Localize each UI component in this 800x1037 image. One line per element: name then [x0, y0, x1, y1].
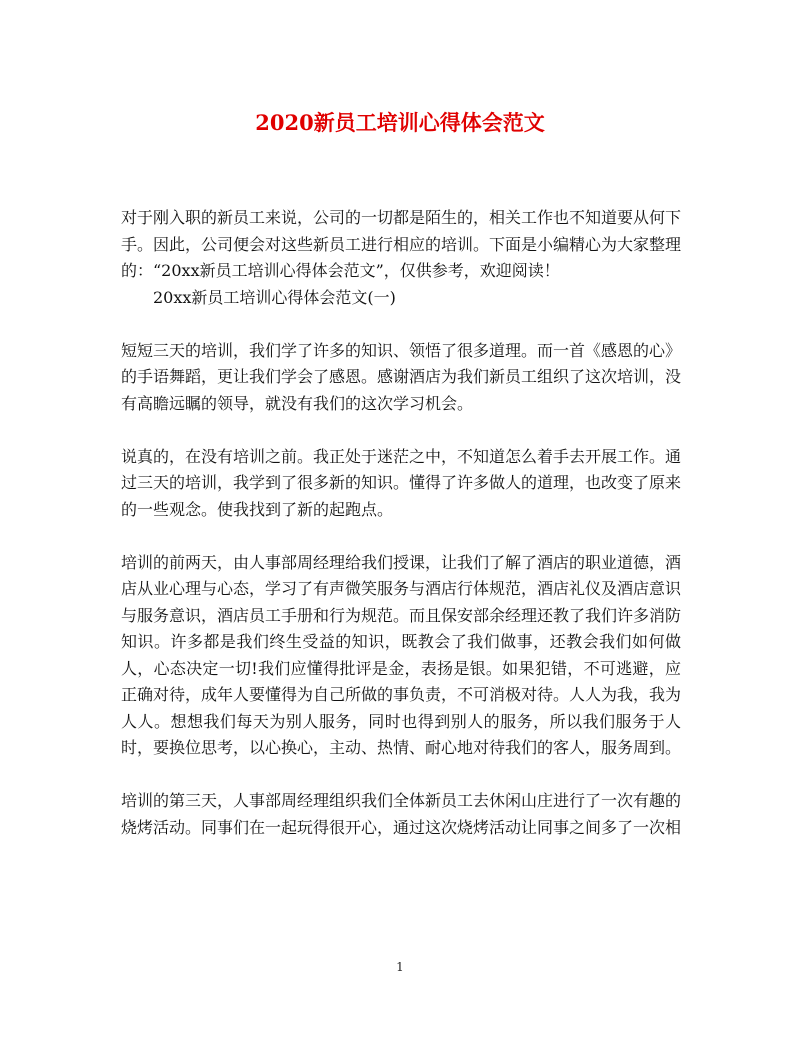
body-paragraph: 说真的，在没有培训之前。我正处于迷茫之中，不知道怎么着手去开展工作。通过三天的培训，我学到了很多新的知识。懂得了许多做人的道理，也改变了原来的一些观念。使我找到了新的起跑点。: [121, 446, 682, 519]
intro-paragraph: 对于刚入职的新员工来说，公司的一切都是陌生的，相关工作也不知道要从何下手。因此，公司便会对这些新员工进行相应的培训。下面是小编精心为大家整理的：“20xx新员工培训心得体会范文”，仅供参考，欢迎阅读！: [121, 208, 682, 280]
body-paragraph: 培训的第三天，人事部周经理组织我们全体新员工去休闲山庄进行了一次有趣的烧烤活动。同事们在一起玩得很开心，通过这次烧烤活动让同事之间多了一次相: [121, 791, 682, 837]
document-title: 2020新员工培训心得体会范文: [255, 110, 545, 135]
page-number: 1: [396, 960, 404, 974]
document-body: [121, 205, 681, 841]
section-subtitle: 20xx新员工培训心得体会范文(一): [153, 287, 396, 307]
body-paragraph: 短短三天的培训，我们学了许多的知识、领悟了很多道理。而一首《感恩的心》的手语舞蹈，更让我们学会了感恩。感谢酒店为我们新员工组织了这次培训，没有高瞻远瞩的领导，就没有我们的这次学习机会。: [121, 340, 682, 413]
body-paragraph: 培训的前两天，由人事部周经理给我们授课，让我们了解了酒店的职业道德，酒店从业心理与心态，学习了有声微笑服务与酒店行体规范，酒店礼仪及酒店意识与服务意识，酒店员工手册和行为规范。而且保安部余经理还教了我们许多消防知识。许多都是我们终生受益的知识，既教会了我们做事，还教会我们如何做人，心态决定一切!我们应懂得批评是金，表扬是银。如果犯错，不可逃避，应正确对待，成年人要懂得为自己所做的事负责，不可消极对待。人人为我，我为人人。想想我们每天为别人服务，同时也得到别人的服务，所以我们服务于人时，要换位思考，以心换心，主动、热情、耐心地对待我们的客人，服务周到。: [121, 552, 682, 757]
